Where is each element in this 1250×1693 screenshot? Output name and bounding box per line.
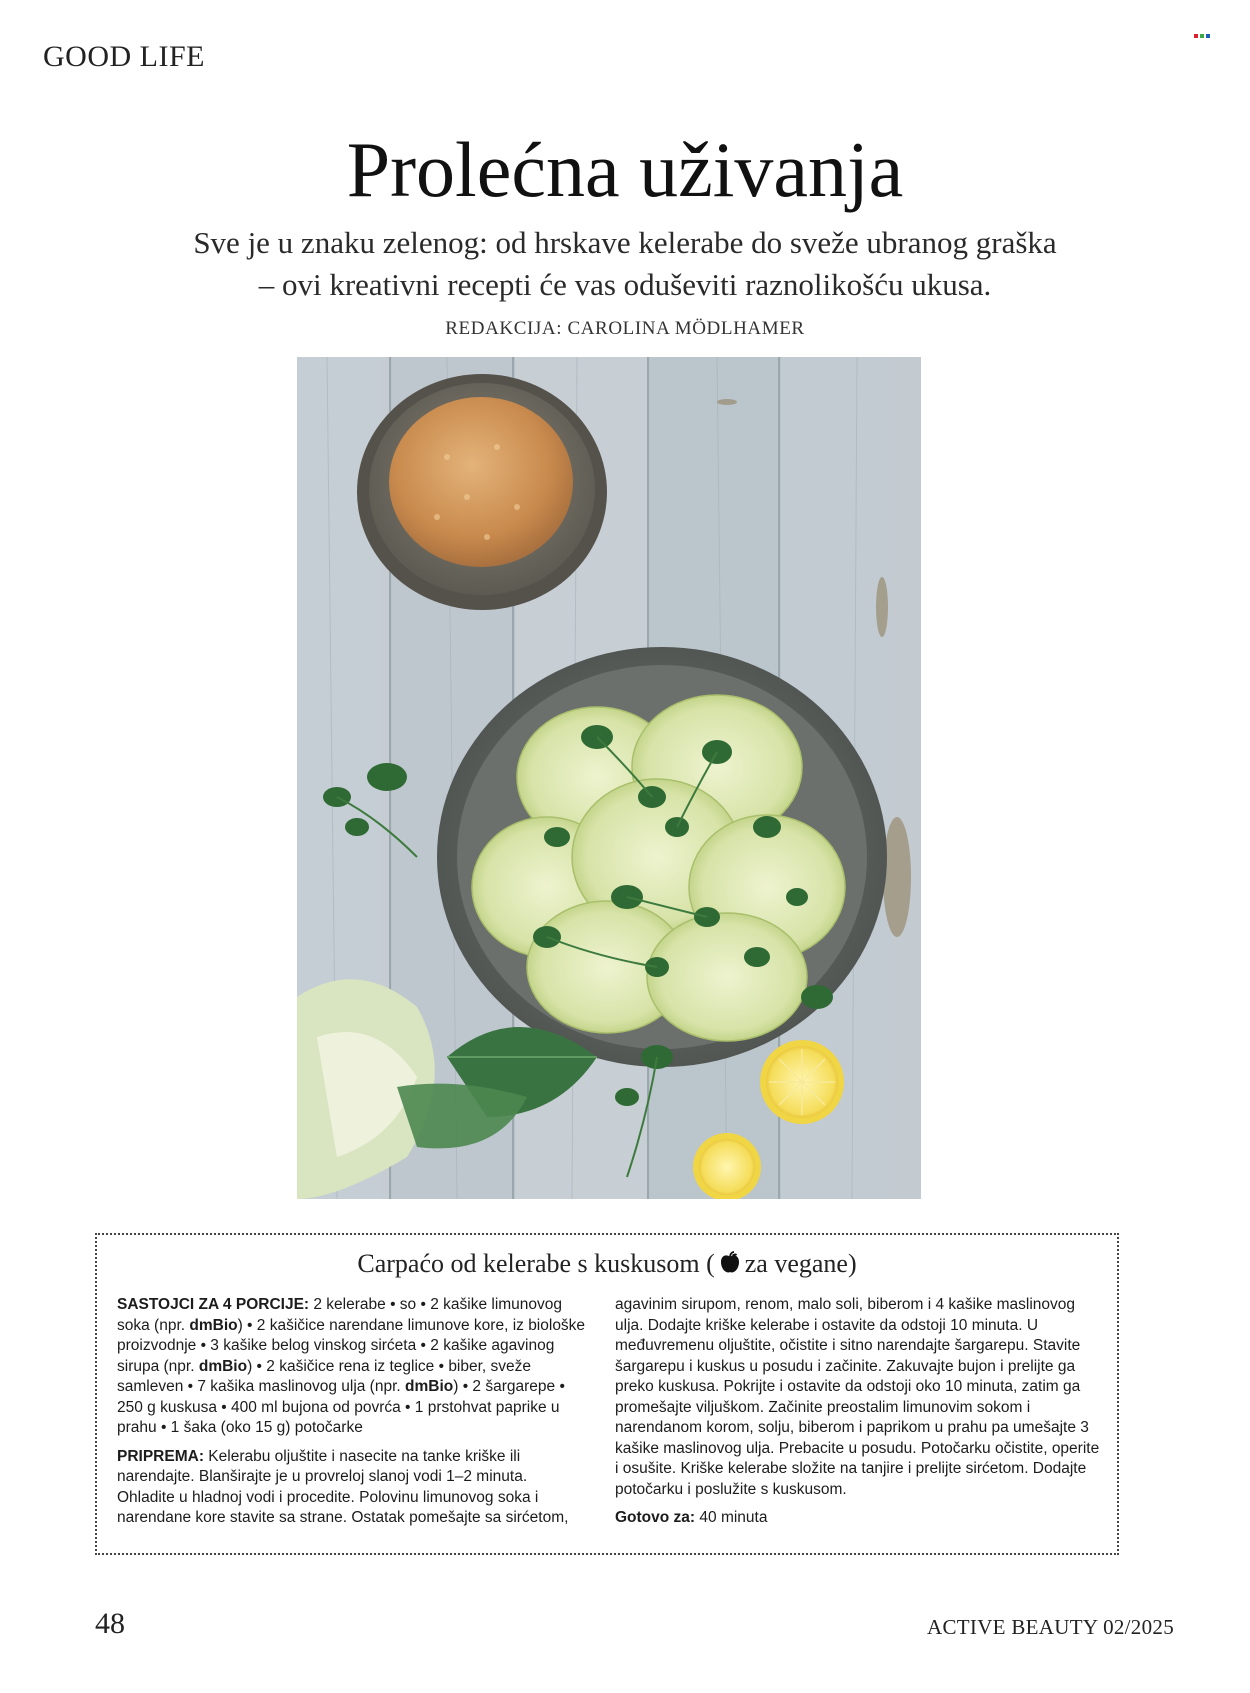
color-mark [1194,34,1210,38]
brand-name: dmBio [405,1378,454,1395]
recipe-box [95,1233,1119,1555]
ingredients-heading: SASTOJCI ZA 4 PORCIJE: [117,1296,310,1313]
ingredients-text-4: ) • 2 šargarepe • 250 g kuskusa • 400 ml bujona od povrća • 1 prstohvat paprike u prahu • 1 šaka (oko 15 g) potočarke [117,1378,565,1436]
byline: REDAKCIJA: CAROLINA MÖDLHAMER [445,318,805,339]
ingredients-text-3: ) • 2 kašičice rena iz teglice • biber, sveže samleven • 7 kašika maslinovog ulja (npr. [117,1357,532,1395]
mark-red [1194,34,1198,38]
subtitle-line-2: – ovi kreativni recepti će vas oduševiti raznolikošću ukusa. [258,267,992,302]
apple-icon [719,1251,741,1282]
ingredients-text-1: 2 kelerabe • so • 2 kašike limunovog soka (npr. [117,1296,563,1334]
preparation [117,1447,587,1529]
cook-time-label: Gotovo za: [615,1509,696,1526]
prep-heading: PRIPREMA: [117,1447,204,1465]
article-title: Prolećna uživanja [346,126,904,213]
recipe-title-vegan: za vegane) [744,1249,857,1278]
recipe-column-right [615,1295,1105,1537]
cook-time-value: 40 minuta [695,1509,768,1526]
ingredients [117,1295,587,1439]
recipe-column-left [117,1295,587,1537]
ingredients-text-2: ) • 2 kašičice narendane limunove kore, iz biološke proizvodnje • 3 kašike belog vinskog sirćeta • 2 kašike agavinog sirupa (npr. [117,1316,586,1375]
section-label: GOOD LIFE [43,40,205,73]
recipe-title [97,1249,1117,1282]
brand-name: dmBio [189,1316,238,1334]
mark-green [1200,34,1204,38]
magazine-issue: ACTIVE BEAUTY 02/2025 [927,1615,1174,1639]
page-number: 48 [95,1607,125,1640]
subtitle-line-1: Sve je u znaku zelenog: od hrskave kelerabe do sveže ubranog graška [193,225,1057,260]
mark-blue [1206,34,1210,38]
brand-name: dmBio [198,1357,248,1375]
prep-text-left: Kelerabu oljuštite i nasecite na tanke kriške ili narendajte. Blanširajte je u provreloj slanoj vodi 1–2 minuta. Ohladite u hladnoj vodi i procedite. Polovinu limunovog soka i narendane kore stavite sa strane. Ostatak pomešajte sa sirćetom, [117,1447,569,1526]
article-subtitle [100,222,1150,306]
prep-text-right: agavinim sirupom, renom, malo soli, biberom i 4 kašike maslinovog ulja. Dodajte kriške kelerabe i ostavite da odstoji 10 minuta. U međuvremenu oljuštite, očistite i sitno narendajte šargarepu. Stavite šargarepu i kuskus u posudu i začinite. Zakuvajte bujon i prelijte ga preko kuskusa. Pokrijte i ostavite da odstoji oko 10 minuta, zatim ga promešajte viljuškom. Začinite preostalim limunovim sokom i narendanom korom, solju, biberom i paprikom u prahu pa umešajte 3 kašike maslinovog ulja. Prebacite u posudu. Potočarku očistite, operite i osušite. Kriške kelerabe složite na tanjire i prelijte sirćetom. Dodajte potočarku i poslužite s kuskusom. [615,1296,1100,1498]
cook-time [615,1508,1105,1529]
recipe-title-main: Carpaćo od kelerabe s kuskusom ( [357,1249,715,1278]
food-photo [297,357,921,1199]
